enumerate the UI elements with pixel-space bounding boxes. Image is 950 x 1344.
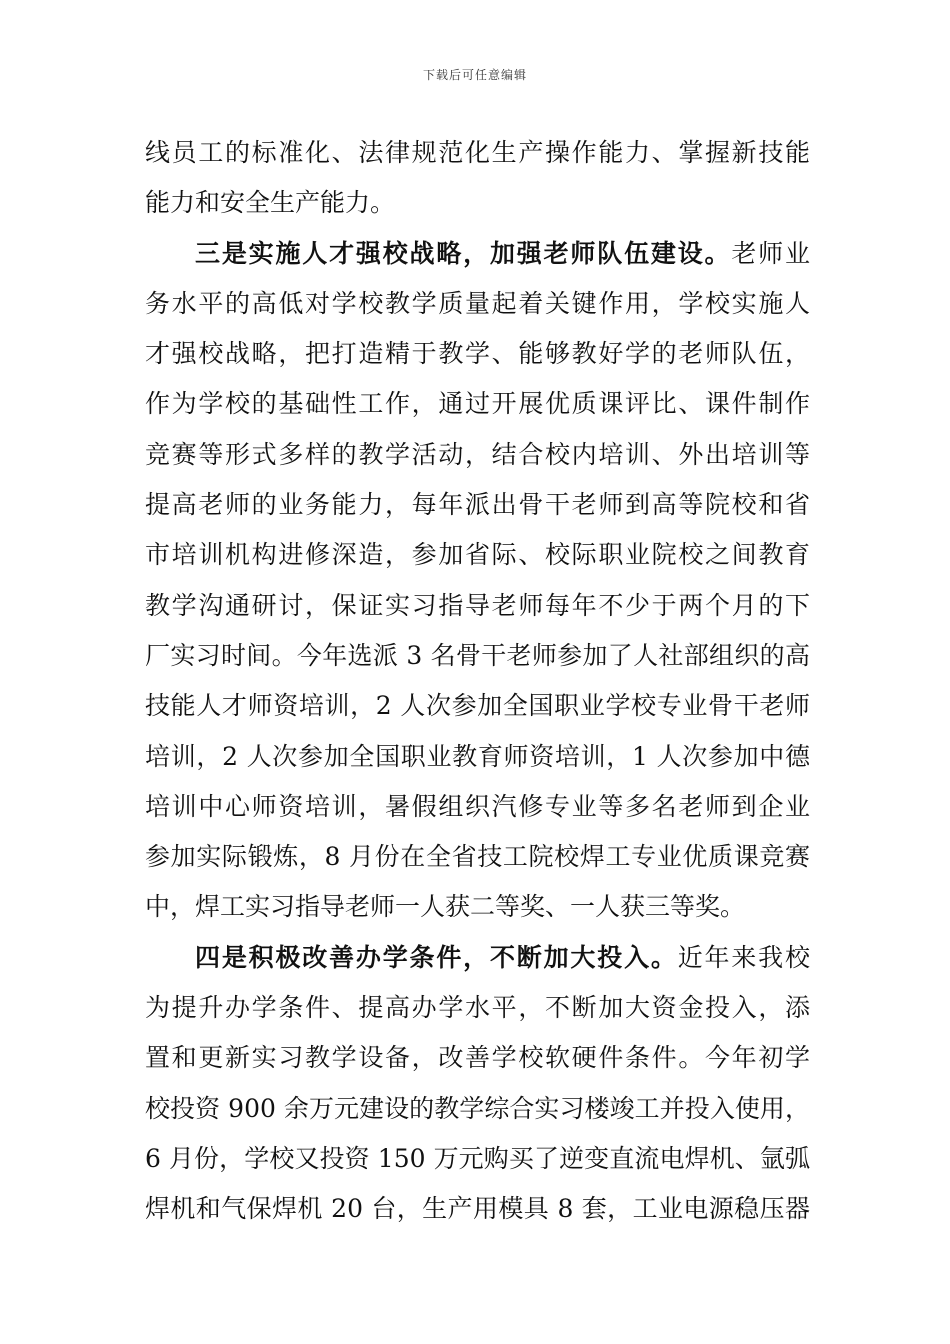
page-header: 下载后可任意编辑 — [422, 68, 527, 82]
text-line: 提高老师的业务能力，每年派出骨干老师到高等院校和省 — [145, 490, 810, 520]
text-line: 务水平的高低对学校教学质量起着关键作用，学校实施人 — [145, 288, 810, 318]
text-line: 为提升办学条件、提高办学水平，不断加大资金投入，添 — [145, 993, 810, 1023]
text-line: 厂实习时间。今年选派 3 名骨干老师参加了人社部组织的高 — [145, 640, 810, 670]
text-line: 竞赛等形式多样的教学活动，结合校内培训、外出培训等 — [145, 439, 810, 469]
text-line: 培训，2 人次参加全国职业教育师资培训，1 人次参加中德 — [145, 741, 810, 771]
text-line: 技能人才师资培训，2 人次参加全国职业学校专业骨干老师 — [145, 691, 810, 721]
paragraph-heading-line: 四是积极改善办学条件，不断加大投入。近年来我校 — [195, 942, 810, 972]
paragraph-heading-line: 三是实施人才强校战略，加强老师队伍建设。老师业 — [195, 238, 810, 268]
paragraph-heading: 三是实施人才强校战略，加强老师队伍建设。 — [195, 238, 732, 268]
paragraph-heading: 四是积极改善办学条件，不断加大投入。 — [195, 942, 678, 972]
text-line: 6 月份，学校又投资 150 万元购买了逆变直流电焊机、氩弧 — [145, 1143, 810, 1173]
text-line: 市培训机构进修深造，参加省际、校际职业院校之间教育 — [145, 540, 810, 570]
text-line: 才强校战略，把打造精于教学、能够教好学的老师队伍， — [145, 339, 810, 369]
document-body — [145, 128, 810, 1235]
text-line: 线员工的标准化、法律规范化生产操作能力、掌握新技能 — [145, 138, 810, 167]
text-line: 能力和安全生产能力。 — [145, 188, 396, 218]
text-line: 作为学校的基础性工作，通过开展优质课评比、课件制作 — [145, 389, 810, 419]
text-line: 校投资 900 余万元建设的教学综合实习楼竣工并投入使用， — [145, 1093, 810, 1123]
text-line: 焊机和气保焊机 20 台，生产用模具 8 套，工业电源稳压器 — [145, 1194, 810, 1224]
text-line: 培训中心师资培训，暑假组织汽修专业等多名老师到企业 — [145, 791, 810, 821]
text-line: 教学沟通研讨，保证实习指导老师每年不少于两个月的下 — [145, 590, 810, 620]
text-line: 置和更新实习教学设备，改善学校软硬件条件。今年初学 — [145, 1043, 810, 1073]
text-line: 参加实际锻炼，8 月份在全省技工院校焊工专业优质课竞赛 — [145, 842, 810, 872]
text-line: 中，焊工实习指导老师一人获二等奖、一人获三等奖。 — [145, 892, 746, 922]
